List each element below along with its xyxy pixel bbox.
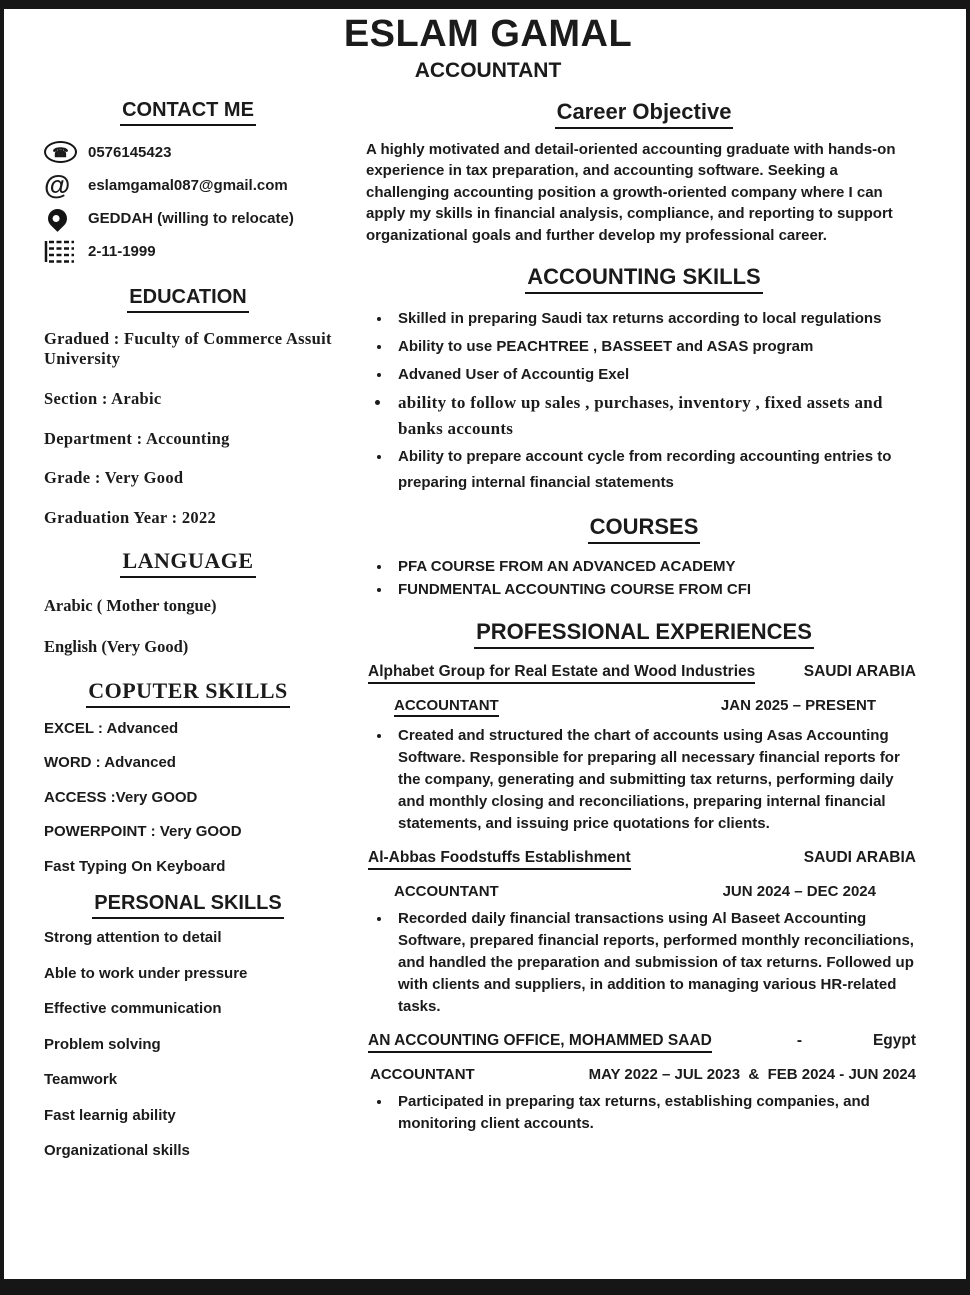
contact-row-email: [44, 169, 332, 202]
contact-row-location: [44, 202, 332, 235]
calendar-icon: [44, 238, 88, 264]
personal-skill-item: Problem solving: [44, 1035, 161, 1053]
job-description-list: [366, 1091, 922, 1135]
accounting-skills-list: [366, 306, 922, 496]
main-column: [332, 99, 940, 1178]
email-at-icon: @: [44, 169, 71, 200]
phone-number: 0576145423: [88, 143, 172, 161]
language-list: [44, 596, 332, 657]
phone-icon: ☎: [44, 141, 88, 163]
job-company: Al-Abbas Foodstuffs Establishment: [368, 849, 631, 870]
candidate-name: ESLAM GAMAL: [343, 13, 633, 55]
accounting-skills-heading: ACCOUNTING SKILLS: [366, 264, 922, 294]
language-item: English (Very Good): [44, 636, 189, 656]
location-text: GEDDAH (willing to relocate): [88, 209, 294, 227]
job-title: ACCOUNTANT: [394, 883, 499, 901]
education-item: Grade : Very Good: [44, 468, 184, 488]
personal-skill-item: Strong attention to detail: [44, 929, 222, 947]
course-item: • FUNDMENTAL ACCOUNTING COURSE FROM CFI: [392, 579, 922, 601]
personal-skills-heading: PERSONAL SKILLS: [44, 892, 332, 919]
job-dates: MAY 2022 – JUL 2023 & FEB 2024 - JUN 2024: [588, 1066, 916, 1084]
experiences-heading: PROFESSIONAL EXPERIENCES: [366, 619, 922, 649]
accounting-skill-item: • Ability to prepare account cycle from recording accounting entries to preparing internal financial statements: [392, 444, 922, 496]
accounting-skill-item: • Skilled in preparing Saudi tax returns according to local regulations: [392, 306, 922, 332]
personal-skills-list: [44, 929, 332, 1159]
personal-skill-item: Fast learnig ability: [44, 1106, 176, 1124]
personal-skill-item: Organizational skills: [44, 1142, 190, 1160]
email-address: eslamgamal087@gmail.com: [88, 176, 288, 194]
courses-heading: COURSES: [366, 514, 922, 544]
job-header: [366, 849, 922, 870]
job-title: ACCOUNTANT: [370, 1066, 475, 1084]
accounting-skill-item: • Ability to use PEACHTREE , BASSEET and ASAS program: [392, 334, 922, 360]
job-location: SAUDI ARABIA: [803, 849, 916, 867]
computer-skill-item: Fast Typing On Keyboard: [44, 857, 226, 875]
sidebar-column: [36, 99, 332, 1178]
left-border-bar: [0, 0, 4, 1295]
education-item: Section : Arabic: [44, 389, 162, 409]
birthdate-text: 2-11-1999: [88, 242, 156, 260]
personal-skill-item: Teamwork: [44, 1071, 118, 1089]
job-description-list: [366, 725, 922, 835]
job-location-separator: -: [796, 1032, 802, 1050]
contact-row-birthdate: [44, 235, 332, 268]
language-item: Arabic ( Mother tongue): [44, 595, 217, 615]
right-border-bar: [966, 0, 970, 1295]
education-heading: EDUCATION: [44, 286, 332, 313]
job-description: • Created and structured the chart of accounts using Asas Accounting Software. Responsible for preparing all necessary financial reports for the company, generating and submitting tax returns, performing daily and monthly closing and reconciliations, preparing internal financial statements, and issuing price quotations for clients.: [392, 725, 922, 835]
job-dates: JUN 2024 – DEC 2024: [722, 883, 876, 901]
computer-skills-heading: COPUTER SKILLS: [44, 678, 332, 708]
personal-skill-item: Able to work under pressure: [44, 964, 248, 982]
computer-skill-item: ACCESS :Very GOOD: [44, 788, 198, 806]
experience-entry: [366, 663, 922, 835]
top-border-bar: [0, 0, 970, 9]
experience-entries: [366, 663, 922, 1135]
job-header: [366, 1032, 922, 1053]
job-subheader: [366, 697, 922, 717]
computer-skills-list: [44, 720, 332, 875]
experience-entry: [366, 849, 922, 1018]
accounting-skill-item: • ability to follow up sales , purchases, inventory , fixed assets and banks accounts: [392, 390, 922, 442]
accounting-skill-item: • Advaned User of Accountig Exel: [392, 362, 922, 388]
computer-skill-item: POWERPOINT : Very GOOD: [44, 823, 242, 841]
contact-row-phone: [44, 136, 332, 169]
education-item: Department : Accounting: [44, 428, 230, 448]
computer-skill-item: WORD : Advanced: [44, 754, 176, 772]
education-item: Graduation Year : 2022: [44, 507, 217, 527]
career-objective-text: A highly motivated and detail-oriented accounting graduate with hands-on experience in tax preparation, and accounting software. Seeking a challenging accounting position a growth-oriented company where I can apply my skills in financial analysis, compliance, and reporting to support organizational goals and further develop my professional career.: [366, 140, 896, 244]
language-heading: LANGUAGE: [44, 548, 332, 578]
education-list: [44, 329, 332, 529]
resume-header: [36, 14, 940, 83]
job-dates: JAN 2025 – PRESENT: [720, 697, 876, 715]
job-location: Egypt: [872, 1032, 916, 1050]
candidate-title: ACCOUNTANT: [414, 58, 562, 82]
personal-skill-item: Effective communication: [44, 1000, 222, 1018]
contact-heading: CONTACT ME: [44, 99, 332, 126]
job-subheader: [366, 1066, 922, 1083]
job-header: [366, 663, 922, 684]
job-location: SAUDI ARABIA: [803, 663, 916, 681]
job-description: • Recorded daily financial transactions using Al Baseet Accounting Software, prepared financial reports, performed monthly reconciliations, and handled the preparation and submission of tax returns. Followed up with clients and suppliers, in addition to managing various HR-related tasks.: [392, 908, 922, 1018]
job-description-list: [366, 908, 922, 1018]
job-description: • Participated in preparing tax returns, establishing companies, and monitoring client accounts.: [392, 1091, 922, 1135]
computer-skill-item: EXCEL : Advanced: [44, 719, 179, 737]
experience-entry: [366, 1032, 922, 1135]
two-column-layout: [36, 99, 940, 1178]
career-objective-heading: Career Objective: [366, 99, 922, 129]
job-company: Alphabet Group for Real Estate and Wood Industries: [368, 663, 755, 684]
courses-list: [366, 556, 922, 601]
job-company: AN ACCOUNTING OFFICE, MOHAMMED SAAD: [368, 1032, 712, 1053]
education-item: Gradued : Fuculty of Commerce Assuit University: [44, 328, 332, 369]
location-pin-icon: [44, 209, 88, 228]
bottom-border-bar: [0, 1279, 970, 1295]
job-subheader: [366, 883, 922, 900]
course-item: • PFA COURSE FROM AN ADVANCED ACADEMY: [392, 556, 922, 578]
contact-list: [44, 136, 332, 268]
job-title: ACCOUNTANT: [394, 697, 499, 717]
